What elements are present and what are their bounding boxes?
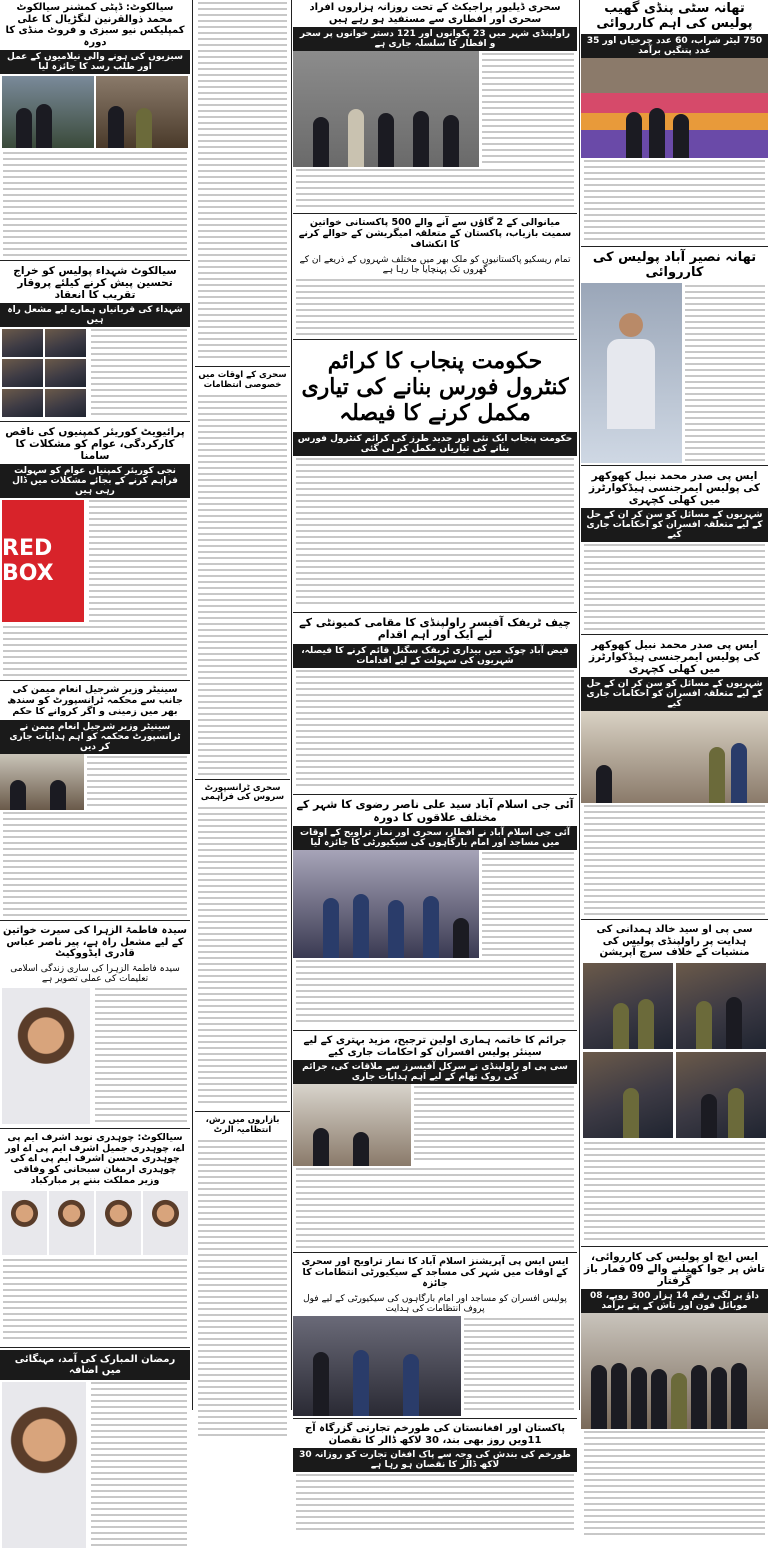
text-lines (198, 807, 287, 1107)
portrait-photo (2, 1191, 47, 1255)
text-lines (584, 544, 765, 630)
text-lines (464, 1318, 574, 1414)
text-lines (296, 1168, 574, 1248)
story-body (84, 754, 190, 810)
column-left (0, 0, 190, 1410)
story-subheadline: آئی جی اسلام آباد نے افطار، سحری اور نماز تراویح کے اوقات میں مساجد اور امام بارگاہوں کی سیکیورٹی کا جائزہ لیا (293, 826, 577, 850)
portrait-photo (143, 1191, 188, 1255)
story-body (293, 1472, 577, 1536)
story-headline: سیالکوٹ: چوہدری نوید اشرف ایم پی اے، چوہدری جمیل اشرف ایم پی اے اور چوہدری محسن اشرف ایم پی اے کی چوہدری ارمغان سبحانی کو وفاقی وزیر مملکت بننے پر مبارکباد (5, 1131, 185, 1187)
story-headline: پاکستان اور افغانستان کی طورخم تجارتی گزرگاہ آج 11ویں روز بھی بند، 30 لاکھ ڈالر کا نقصان (305, 1423, 565, 1446)
text-lines (584, 160, 765, 242)
story-body (293, 1166, 577, 1250)
story-subheadline: راولپنڈی شہر میں 23 پکوانوں اور 121 دستر خوانوں پر سحر و افطار کا سلسلہ جاری ہے (293, 27, 577, 51)
story-body (682, 283, 768, 463)
story-headline: ایس پی صدر محمد نبیل کھوکھر کی پولیس ایمرجنسی ہیڈکوارٹرز میں کھلی کچہری (589, 469, 760, 506)
story-headline: ایس پی صدر محمد نبیل کھوکھر کی پولیس ایمرجنسی ہیڈکوارٹرز میں کھلی کچہری (589, 638, 760, 676)
story-photo (293, 1316, 461, 1416)
story-photo (0, 754, 84, 810)
story-body (293, 668, 577, 792)
text-lines (91, 329, 187, 417)
portrait-photo (2, 988, 90, 1124)
text-lines (296, 458, 574, 608)
story-photo (2, 389, 43, 417)
story-body (479, 850, 577, 958)
story-headline: سیالکوٹ: ڈپٹی کمشنر سیالکوٹ محمد ذوالقرنین لنگڑیال کا علی کمپلیکس نیو سبزی و فروٹ منڈی کا دورہ (5, 2, 185, 48)
story-subheadline: طورخم کی بندش کی وجہ سے پاک افغان تجارت کو روزانہ 30 لاکھ ڈالر کا نقصان ہو رہا ہے (293, 1448, 577, 1472)
story-headline: سحری ٹرانسپورٹ سروس کی فراہمی (200, 782, 285, 803)
text-lines (482, 852, 574, 956)
text-lines (296, 279, 574, 335)
text-lines (296, 960, 574, 1026)
story-body (195, 805, 290, 1109)
column-center (293, 0, 577, 1471)
column-rule (291, 0, 292, 1410)
text-lines (296, 670, 574, 790)
story-body (479, 51, 577, 167)
story-photo (2, 359, 43, 387)
lead-subheadline: حکومت پنجاب ایک نئی اور جدید طرز کی کرائم کنٹرول فورس بنانے کی تیاریاں مکمل کر لی گئی (293, 432, 577, 456)
story-photo (676, 1052, 766, 1138)
portrait-photo (96, 1191, 141, 1255)
story-body (293, 456, 577, 610)
story-headline: چیف ٹریفک آفیسر راولپنڈی کا مقامی کمیونٹی کے لیے ایک اور اہم اقدام (299, 615, 571, 642)
story-headline: پرائیویٹ کوریئر کمپنیوں کی ناقص کارکردگی، عوام کو مشکلات کا سامنا (5, 426, 185, 463)
story-body (0, 150, 190, 258)
story-subheadline: نجی کوریئر کمپنیاں عوام کو سہولت فراہم کرنے کے بجائے مشکلات میں ڈال رہی ہیں (0, 464, 190, 498)
text-lines (91, 1382, 187, 1548)
text-lines (198, 1140, 287, 1440)
story-photo (45, 389, 86, 417)
story-body (461, 1316, 577, 1416)
story-body (88, 1380, 190, 1550)
story-photo (581, 58, 768, 158)
story-subheadline: پولیس افسران کو مساجد اور امام بارگاہوں کی سیکیورٹی کے لیے فول پروف انتظامات کی ہدایت (303, 1294, 567, 1315)
story-photo (2, 76, 94, 148)
story-subheadline: سی پی او راولپنڈی نے سرکل آفیسرز سے ملاقات کی، جرائم کی روک تھام کے لیے اہم ہدایات جاری (293, 1060, 577, 1084)
story-headline: ایس ایس پی آپریشنز اسلام آباد کا نماز تراویح اور سحری کے اوقات میں شہر کی مساجد کے سیکیورٹی انتظامات کا جائزہ (301, 1256, 569, 1290)
column-right (581, 0, 768, 1410)
text-lines (584, 1142, 765, 1242)
text-lines (482, 53, 574, 165)
text-lines (414, 1086, 574, 1164)
story-headline: سینیٹر وزیر شرجیل انعام میمن کی جانب سے محکمہ ٹرانسپورٹ کو سندھ بھر میں زمینی و اگر کروانے کا حکم (7, 684, 183, 718)
text-lines (296, 169, 574, 209)
lead-headline: حکومت پنجاب کا کرائم کنٹرول فورس بنانے کی تیاری مکمل کرنے کا فیصلہ (301, 347, 569, 426)
story-headline: آئی جی اسلام آباد سید علی ناصر رضوی کا شہر کے مختلف علاقوں کا دورہ (296, 798, 574, 824)
story-headline: تھانہ سٹی پنڈی گھیب پولیس کی اہم کارروائی (596, 1, 753, 31)
story-photo (293, 51, 479, 167)
story-photo (581, 1313, 768, 1429)
text-lines (198, 395, 287, 775)
story-photo (45, 359, 86, 387)
text-lines (198, 2, 287, 362)
story-photo (293, 850, 479, 958)
story-body (581, 542, 768, 632)
story-body (86, 498, 190, 624)
story-subheadline: تمام ریسکیو پاکستانیوں کو ملک بھر میں مختلف شہروں کے ذریعے ان کے گھروں تک پہنچایا جا رہا ہے (299, 254, 571, 275)
story-subheadline: شہریوں کے مسائل کو سن کر ان کے حل کے لیے متعلقہ افسران کو احکامات جاری کیے (581, 677, 768, 711)
red-box-photo: RED BOX (2, 500, 84, 622)
text-lines (584, 1431, 765, 1535)
story-headline: سحری کے اوقات میں خصوصی انتظامات (198, 370, 287, 390)
text-lines (584, 805, 765, 915)
story-headline: سیدہ فاطمۃ الزہرا کی سیرت خواتین کے لیے مشعل راہ ہے، پیر ناصر عباس قادری ایڈووکیٹ (2, 925, 187, 960)
story-subheadline: فیض آباد چوک میں بیداری ٹریفک سگنل قائم کرنے کا فیصلہ، شہریوں کی سہولت کے لیے اقدامات (293, 644, 577, 668)
text-lines (3, 1259, 187, 1343)
text-lines (3, 812, 187, 916)
story-subheadline: سینیٹر وزیر شرجیل انعام میمن نے ٹرانسپورٹ محکمہ کو اہم ہدایات جاری کر دیں (0, 720, 190, 754)
portrait-photo (2, 1382, 86, 1548)
story-photo (293, 1084, 411, 1166)
story-subheadline: 750 لیٹر شراب، 60 عدد چرخیاں اور 35 عدد پتنگیں برآمد (581, 34, 768, 58)
story-body (581, 158, 768, 244)
story-headline: میانوالی کے 2 گاؤں سے آنے والے 500 پاکستانی خواتین سمیت بازیاب، پاکستان کے متعلقہ امیگریشن کے حوالے کرنے کا انکشاف (298, 217, 572, 250)
story-headline: سحری ڈیلیور پراجیکٹ کے تحت روزانہ ہزاروں افراد سحری اور افطاری سے مستفید ہو رہے ہیں (309, 2, 561, 25)
story-subheadline: داؤ پر لگی رقم 14 ہزار 300 روپے، 08 موبائل فون اور تاش کے پتے برآمد (581, 1289, 768, 1313)
story-body (411, 1084, 577, 1166)
story-photo (45, 329, 86, 357)
story-body (195, 393, 290, 777)
story-body (92, 986, 190, 1126)
story-headline: رمضان المبارک کی آمد، مہنگائی میں اضافہ (0, 1350, 190, 1380)
story-photo (583, 1052, 673, 1138)
story-photo (581, 711, 768, 803)
story-body (581, 803, 768, 917)
portrait-photo (49, 1191, 94, 1255)
story-body (293, 277, 577, 337)
story-headline: سی پی او سید خالد ہمدانی کی ہدایت پر راولپنڈی پولیس کی منشیات کے خلاف سرچ آپریشن (596, 924, 753, 959)
story-body (0, 1257, 190, 1345)
text-lines (95, 988, 187, 1124)
story-subheadline: شہریوں کے مسائل کو سن کر ان کے حل کے لیے متعلقہ افسران کو احکامات جاری کیے (581, 508, 768, 542)
column-narrow (195, 0, 290, 1410)
story-photo (2, 329, 43, 357)
story-body (195, 0, 290, 364)
story-body (88, 327, 190, 419)
text-lines (685, 285, 765, 461)
text-lines (87, 756, 187, 808)
story-photo (676, 963, 766, 1049)
story-body (581, 1140, 768, 1244)
story-subheadline: سیدہ فاطمۃ الزہرا کی ساری زندگی اسلامی تعلیمات کی عملی تصویر ہے (10, 963, 180, 984)
story-body (581, 1429, 768, 1537)
story-body (293, 167, 577, 211)
story-headline: ایس ایچ او پولیس کی کارروائی، تاش پر جوا کھیلنے والے 09 قمار باز گرفتار (584, 1250, 765, 1287)
story-subheadline: سبزیوں کی ہونے والی نیلامیوں کے عمل اور طلب رسد کا جائزہ لیا (0, 50, 190, 74)
story-photo (581, 283, 682, 463)
text-lines (296, 1474, 574, 1534)
story-photo (96, 76, 188, 148)
column-rule (192, 0, 193, 1410)
story-headline: تھانہ نصیر آباد پولیس کی کارروائی (592, 249, 757, 280)
story-body (0, 624, 190, 678)
story-headline: بازاروں میں رش، انتظامیہ الرٹ (205, 1115, 280, 1135)
column-rule (579, 0, 580, 1410)
story-headline: سیالکوٹ شہداء پولیس کو خراج تحسین پیش کرنے کیلئے پروقار تقریب کا انعقاد (13, 265, 177, 302)
story-body (195, 1138, 290, 1442)
story-body (293, 958, 577, 1028)
story-body (0, 810, 190, 918)
story-headline: جرائم کا خاتمہ ہماری اولین ترجیح، مزید بہتری کے لیے سینئر پولیس افسران کو احکامات جاری کیے (303, 1035, 567, 1058)
text-lines (3, 626, 187, 676)
story-subheadline: شہداء کی قربانیاں ہمارے لیے مشعل راہ ہیں (0, 303, 190, 327)
story-photo (583, 963, 673, 1049)
text-lines (89, 500, 187, 622)
text-lines (3, 152, 187, 256)
